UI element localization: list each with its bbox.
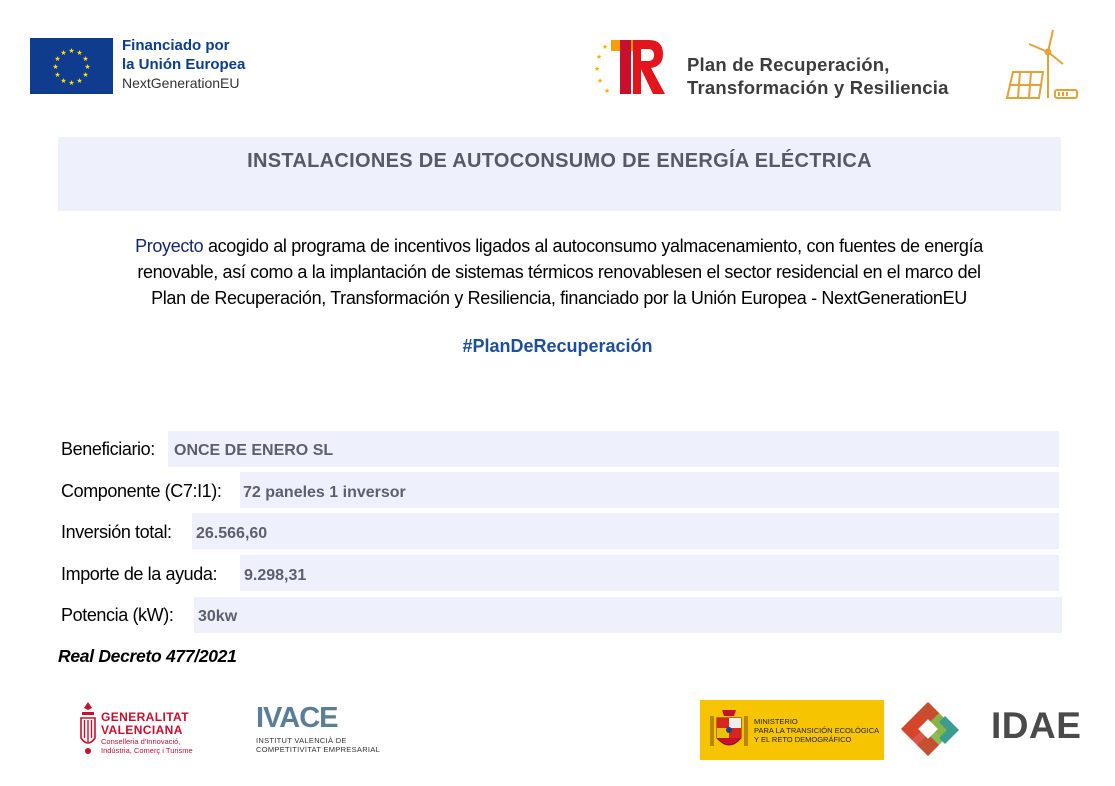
ivace-logo: IVACE [256,702,338,734]
eu-line1: Financiado por [122,37,230,54]
componente-label: Componente (C7:I1): [61,481,222,501]
componente-value: 72 paneles 1 inversor [243,484,406,501]
description-line2: renovable, así como a la implantación de sistemas térmicos renovablesen el sector residencial en el marco del [137,262,981,282]
generalitat-valenciana-icon [78,700,98,761]
beneficiario-value: ONCE DE ENERO SL [174,442,334,459]
min-line3: Y EL RETO DEMOGRÁFICO [754,735,852,744]
prtr-line2: Transformación y Resiliencia [687,77,949,98]
eu-line2: la Unión Europea [122,56,246,73]
svg-text:★: ★ [60,77,67,85]
gv-sub2: Indústria, Comerç i Turisme [101,746,193,755]
eu-line3: NextGenerationEU [122,75,240,91]
wind-turbine-solar-icon [1003,28,1081,102]
svg-text:★: ★ [84,63,91,71]
svg-text:★: ★ [601,43,609,51]
generalitat-conselleria [101,737,193,755]
svg-text:★: ★ [60,49,67,57]
svg-text:★: ★ [82,71,89,79]
importe-row [240,555,1059,591]
prtr-logo-text [687,53,949,99]
gv-name2: VALENCIANA [101,723,183,737]
idae-mark-icon [897,700,985,767]
ivace-sub1: INSTITUT VALENCIÀ DE [256,736,347,745]
real-decreto: Real Decreto 477/2021 [58,646,237,666]
idae-logo-text: IDAE [991,705,1082,746]
eu-flag-icon [30,38,113,94]
potencia-value: 30kw [198,608,238,625]
tr-logo-icon [593,35,668,97]
prtr-line1: Plan de Recuperación, [687,54,890,75]
spain-coat-of-arms-icon [708,708,750,759]
description-line1: acogido al programa de incentivos ligados al autoconsumo yalmacenamiento, con fuentes de energía [207,236,983,256]
description-lead: Proyecto [135,236,204,256]
ministerio-text [754,717,879,744]
page-title: INSTALACIONES DE AUTOCONSUMO DE ENERGÍA ELÉCTRICA [247,150,872,172]
svg-text:★: ★ [82,55,89,63]
importe-value: 9.298,31 [244,567,307,584]
inversion-label: Inversión total: [61,522,172,542]
min-line2: PARA LA TRANSICIÓN ECOLÓGICA [754,726,880,735]
ivace-sub2: COMPETITIVITAT EMPRESARIAL [256,745,381,754]
svg-text:★: ★ [76,77,83,85]
hashtag: #PlanDeRecuperación [462,336,653,356]
beneficiario-label: Beneficiario: [61,439,155,459]
svg-text:★: ★ [68,47,75,55]
gv-sub1: Conselleria d'Innovació, [101,737,181,746]
svg-text:★: ★ [603,87,611,95]
ivace-subtitle [256,736,380,754]
eu-funding-text [122,36,245,93]
title-banner [58,137,1061,211]
svg-text:★: ★ [76,49,83,57]
svg-text:★: ★ [595,53,603,61]
svg-text:★: ★ [52,63,59,71]
gv-name1: GENERALITAT [101,710,189,724]
generalitat-name [101,711,189,737]
inversion-value: 26.566,60 [196,525,268,542]
svg-text:★: ★ [54,71,61,79]
min-line1: MINISTERIO [754,717,798,726]
importe-label: Importe de la ayuda: [61,564,218,584]
potencia-row [194,597,1062,633]
inversion-row [192,513,1059,549]
description-line3: Plan de Recuperación, Transformación y Resiliencia, financiado por la Unión Europea - NextGenerationEU [151,288,967,308]
potencia-label: Potencia (kW): [61,605,174,625]
svg-text:★: ★ [596,77,604,85]
project-description [60,233,1058,311]
svg-text:★: ★ [54,55,61,63]
svg-text:★: ★ [68,79,75,87]
svg-text:★: ★ [593,65,601,73]
